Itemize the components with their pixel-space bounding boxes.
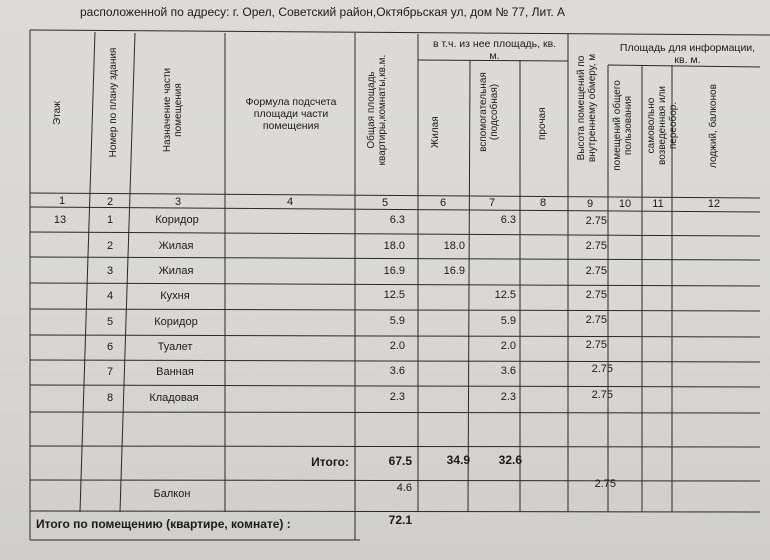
table-cell-floor: 13: [53, 214, 67, 226]
table-cell-no: 6: [106, 341, 114, 353]
itogo-total: 67.5: [388, 454, 412, 468]
table-cell-aux: 12.5: [494, 289, 516, 301]
header-total-area: Общая площадь квартиры,комнаты,кв.м.: [366, 54, 389, 166]
table-cell-total: 2.0: [389, 340, 405, 352]
table-cell-name: Коридор: [154, 316, 198, 328]
table-cell-height: 2.75: [585, 265, 607, 277]
table-cell-name: Коридор: [155, 214, 199, 226]
table-cell-total: 6.3: [389, 214, 405, 226]
table-cell-no: 2: [106, 240, 114, 252]
colnum: 7: [488, 197, 496, 209]
table-cell-total: 3.6: [389, 365, 405, 377]
header-loggias: лоджий, балконов: [708, 84, 719, 168]
header-formula: Формула подсчета площади части помещения: [245, 96, 337, 133]
header-unauthorized: самовольно возведенная или переобор.: [646, 86, 680, 165]
table-cell-no: 7: [106, 366, 114, 378]
table-cell-name: Кухня: [160, 290, 190, 302]
table-cell-name: Кладовая: [149, 392, 199, 404]
table-cell-no: 8: [106, 392, 114, 404]
table-cell-total: 16.9: [383, 265, 405, 277]
table-cell-total: 5.9: [389, 315, 405, 327]
table-cell-aux: 6.3: [500, 214, 516, 226]
header-other: прочая: [537, 107, 548, 140]
table-cell-no: 4: [106, 290, 114, 302]
grand-total-value: 72.1: [388, 513, 412, 527]
colnum: 8: [539, 197, 547, 209]
table-cell-no: 5: [106, 316, 114, 328]
itogo-living: 34.9: [446, 453, 470, 467]
colnum: 2: [106, 196, 114, 208]
table-cell-no: 1: [106, 214, 114, 226]
header-incl-group: в т.ч. из нее площадь, кв. м.: [432, 38, 557, 63]
table-cell-no: 3: [106, 265, 114, 277]
colnum: 11: [652, 198, 664, 210]
table-cell-height: 2.75: [585, 215, 607, 227]
colnum: 3: [174, 196, 182, 208]
table-cell-height: 2.75: [591, 363, 613, 375]
table-cell-height: 2.75: [585, 339, 607, 351]
header-plan-no: Номер по плану здания: [108, 47, 119, 158]
itogo-label: Итого:: [311, 455, 349, 469]
table-cell-name: Ванная: [156, 366, 194, 378]
colnum: 10: [618, 198, 632, 210]
header-purpose: Назначение части помещения: [162, 67, 185, 153]
balcony-name: Балкон: [153, 488, 191, 500]
colnum: 1: [58, 195, 66, 207]
table-cell-aux: 5.9: [500, 315, 516, 327]
header-living: Жилая: [430, 116, 441, 148]
itogo-aux: 32.6: [498, 453, 522, 467]
colnum: 4: [286, 196, 294, 208]
address-line: расположенной по адресу: г. Орел, Советский район,Октябрьская ул, дом № 77, Лит. А: [80, 5, 566, 19]
header-common: помещений общего пользования: [612, 80, 635, 171]
colnum: 12: [707, 198, 721, 210]
colnum: 5: [381, 197, 389, 209]
table-cell-height: 2.75: [591, 389, 613, 401]
table-cell-total: 18.0: [383, 240, 405, 252]
table-cell-name: Туалет: [157, 341, 193, 353]
balcony-total: 4.6: [396, 482, 412, 494]
table-cell-living: 16.9: [443, 265, 465, 277]
table-cell-total: 2.3: [389, 391, 405, 403]
header-floor: Этаж: [52, 101, 63, 125]
header-height: Высота помещений по внутреннему обмеру, м: [576, 53, 599, 163]
table-cell-total: 12.5: [383, 289, 405, 301]
balcony-height: 2.75: [594, 478, 616, 490]
colnum: 9: [586, 198, 594, 210]
table-cell-height: 2.75: [585, 314, 607, 326]
table-cell-name: Жилая: [158, 240, 194, 252]
grand-total-label: Итого по помещению (квартире, комнате) :: [36, 517, 291, 531]
header-info-group: Площадь для информации, кв. м.: [619, 42, 756, 67]
table-cell-height: 2.75: [585, 240, 607, 252]
table-cell-name: Жилая: [158, 265, 194, 277]
table-cell-living: 18.0: [443, 240, 465, 252]
table-cell-aux: 2.3: [500, 391, 516, 403]
table-cell-height: 2.75: [585, 289, 607, 301]
colnum: 6: [439, 197, 447, 209]
header-auxiliary: вспомогательная (подсобная): [478, 72, 501, 152]
table-cell-aux: 2.0: [500, 340, 516, 352]
table-cell-aux: 3.6: [500, 365, 516, 377]
